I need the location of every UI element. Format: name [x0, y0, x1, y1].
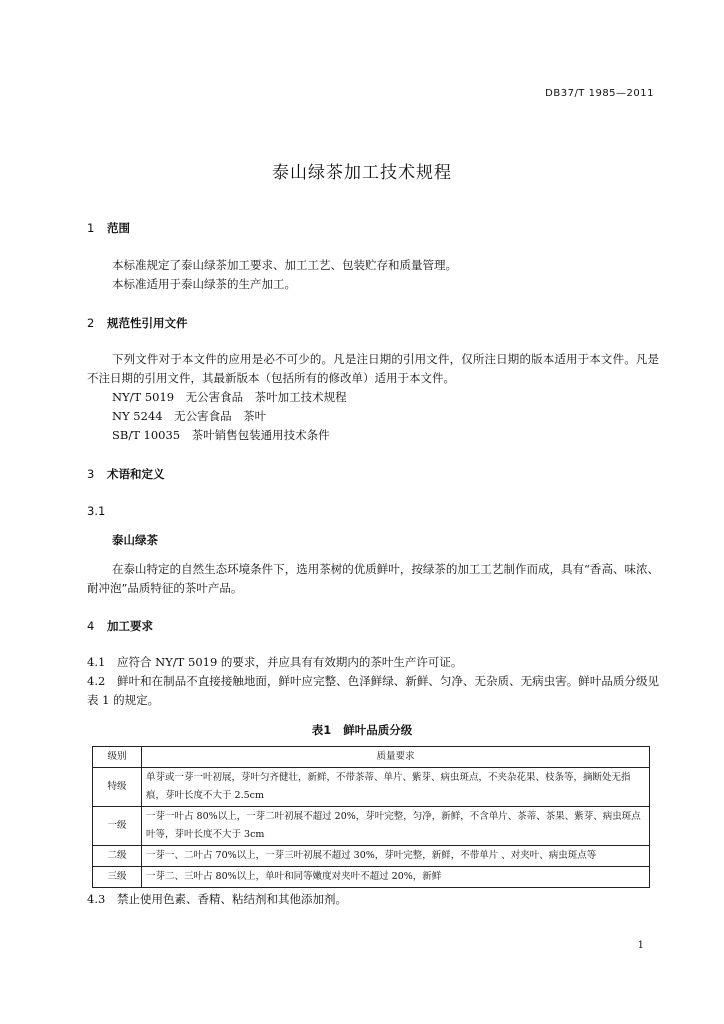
grade-cell: 二级	[93, 846, 142, 867]
grade-table	[92, 746, 650, 888]
section-number: 2	[87, 316, 95, 330]
section-title: 术语和定义	[107, 467, 165, 481]
clause-number: 4.3	[87, 892, 106, 906]
paragraph: 下列文件对于本文件的应用是必不可少的。凡是注日期的引用文件，仅所注日期的版本适用于本文件。凡是不注日期的引用文件，其最新版本（包括所有的修改单）适用于本文件。	[87, 352, 659, 385]
clause-text: 鲜叶和在制品不直接接触地面，鲜叶应完整、色泽鲜绿、新鲜、匀净、无杂质、无病虫害。鲜叶品质分级见表 1 的规定。	[87, 674, 659, 707]
table-row	[93, 846, 650, 867]
clause-number: 4.2	[87, 674, 106, 688]
section-number: 4	[87, 619, 95, 633]
grade-cell: 一级	[93, 807, 142, 846]
requirement-cell: 一芽一叶占 80%以上，一芽二叶初展不超过 20%，芽叶完整，匀净，新鲜，不含单片、茶蒂、茶果、紫芽、病虫斑点叶等，芽叶长度不大于 3cm	[142, 807, 650, 846]
reference-item: NY 5244 无公害食品 茶叶	[112, 409, 267, 423]
section-title: 加工要求	[107, 619, 153, 633]
column-header-requirement: 质量要求	[142, 747, 650, 768]
table-number: 表1	[311, 723, 332, 737]
document-title: 泰山绿茶加工技术规程	[272, 163, 452, 183]
column-header-grade: 级别	[93, 747, 142, 768]
section-2-heading	[87, 315, 188, 331]
table-title: 鲜叶品质分级	[343, 723, 413, 737]
reference-item: SB/T 10035 茶叶销售包装通用技术条件	[112, 428, 330, 442]
section-title: 规范性引用文件	[107, 316, 188, 330]
standard-code: DB37/T 1985—2011	[545, 88, 654, 99]
table-row	[93, 768, 650, 807]
table-row	[93, 867, 650, 888]
grade-cell: 特级	[93, 768, 142, 807]
clause-4-1	[87, 653, 659, 672]
section-title: 范围	[107, 221, 130, 235]
requirement-cell: 一芽二、三叶占 80%以上，单叶和同等嫩度对夹叶不超过 20%，新鲜	[142, 867, 650, 888]
subsection-number: 3.1	[87, 504, 106, 518]
term-definition: 在泰山特定的自然生态环境条件下，选用茶树的优质鲜叶，按绿茶的加工工艺制作而成，具有“香高、味浓、耐冲泡”品质特征的茶叶产品。	[87, 562, 659, 595]
table-caption	[0, 722, 724, 738]
grade-cell: 三级	[93, 867, 142, 888]
clause-number: 4.1	[87, 655, 106, 669]
requirement-cell: 单芽或一芽一叶初展，芽叶匀齐健壮，新鲜，不带茶蒂、单片、紫芽、病虫斑点，不夹杂花果、枝条等，摘断处无指痕，芽叶长度不大于 2.5cm	[142, 768, 650, 807]
clause-text: 禁止使用色素、香精、粘结剂和其他添加剂。	[117, 892, 347, 906]
reference-item: NY/T 5019 无公害食品 茶叶加工技术规程	[112, 390, 347, 404]
section-3-heading	[87, 466, 165, 482]
paragraph: 本标准规定了泰山绿茶加工要求、加工工艺、包装贮存和质量管理。	[112, 258, 457, 272]
term-name: 泰山绿茶	[112, 533, 158, 547]
section-number: 3	[87, 467, 95, 481]
paragraph: 本标准适用于泰山绿茶的生产加工。	[112, 277, 296, 291]
page-number: 1	[637, 940, 644, 951]
section-1-heading	[87, 220, 130, 236]
table-header-row	[93, 747, 650, 768]
clause-text: 应符合 NY/T 5019 的要求，并应具有有效期内的茶叶生产许可证。	[117, 655, 463, 669]
section-4-heading	[87, 618, 153, 634]
clause-4-2	[87, 672, 659, 710]
requirement-cell: 一芽一、二叶占 70%以上，一芽三叶初展不超过 30%，芽叶完整，新鲜，不带单片 、对夹叶、病虫斑点等	[142, 846, 650, 867]
clause-4-3	[87, 890, 659, 909]
section-number: 1	[87, 221, 95, 235]
table-row	[93, 807, 650, 846]
